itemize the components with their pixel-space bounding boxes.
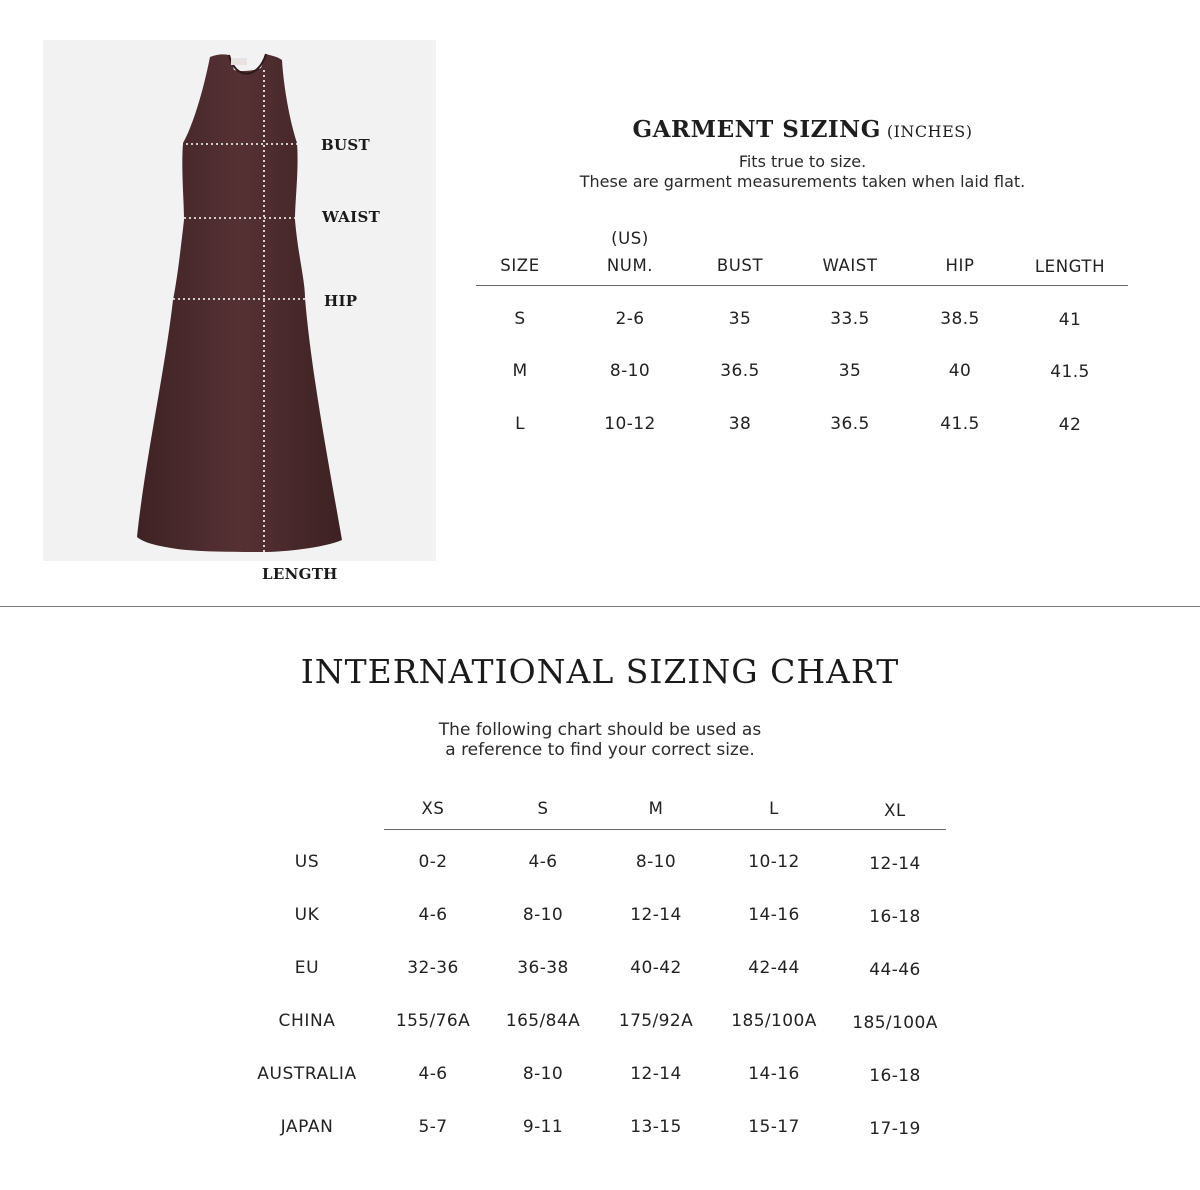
international-cell: 12-14 [869, 854, 921, 874]
header-size: SIZE [500, 256, 540, 275]
international-cell: 4-6 [418, 905, 448, 925]
garment-sizing-heading [480, 116, 1125, 143]
international-cell: 42-44 [748, 958, 800, 978]
garment-header-rule [476, 285, 1128, 286]
garment-cell-waist: 33.5 [830, 309, 870, 329]
garment-sizing-title: GARMENT SIZING [632, 116, 881, 143]
hip-label: HIP [324, 292, 358, 310]
bust-label: BUST [321, 136, 370, 154]
international-column-header: XL [884, 801, 906, 820]
international-cell: 12-14 [630, 905, 682, 925]
international-cell: 10-12 [748, 852, 800, 872]
garment-cell-hip: 40 [948, 361, 972, 381]
international-cell: 5-7 [418, 1117, 448, 1137]
garment-cell-size: S [514, 309, 526, 329]
garment-cell-waist: 36.5 [830, 414, 870, 434]
international-cell: 165/84A [505, 1011, 581, 1031]
length-label: LENGTH [262, 565, 338, 583]
garment-cell-length: 42 [1058, 415, 1082, 435]
garment-note-fit: Fits true to size. [738, 152, 867, 171]
dress-silhouette [137, 54, 342, 552]
international-cell: 40-42 [630, 958, 682, 978]
international-cell: 185/100A [852, 1013, 938, 1033]
international-cell: 8-10 [522, 905, 564, 925]
international-cell: 4-6 [418, 1064, 448, 1084]
garment-cell-size: M [512, 361, 528, 381]
international-row-label: EU [294, 958, 320, 978]
international-row-label: US [294, 852, 320, 872]
international-cell: 14-16 [748, 1064, 800, 1084]
international-cell: 175/92A [618, 1011, 694, 1031]
waist-label: WAIST [322, 208, 381, 226]
dress-image [43, 40, 436, 561]
international-cell: 16-18 [869, 907, 921, 927]
garment-tag [231, 58, 247, 65]
international-cell: 36-38 [517, 958, 569, 978]
international-cell: 0-2 [418, 852, 448, 872]
international-header-rule [384, 829, 946, 830]
international-cell: 185/100A [731, 1011, 817, 1031]
international-row-label: JAPAN [280, 1117, 334, 1137]
dress-illustration [43, 40, 436, 561]
garment-cell-bust: 36.5 [720, 361, 760, 381]
international-cell: 8-10 [635, 852, 677, 872]
international-cell: 14-16 [748, 905, 800, 925]
international-row-label: UK [294, 905, 320, 925]
international-note-line2: a reference to find your correct size. [445, 740, 755, 760]
garment-cell-bust: 38 [728, 414, 752, 434]
garment-cell-hip: 41.5 [940, 414, 980, 434]
international-column-header: M [648, 799, 664, 818]
international-cell: 44-46 [869, 960, 921, 980]
garment-cell-bust: 35 [728, 309, 752, 329]
header-bust: BUST [716, 256, 764, 275]
garment-cell-num: 2-6 [615, 309, 645, 329]
garment-note-measurements: These are garment measurements taken when laid flat. [579, 172, 1026, 191]
garment-cell-length: 41 [1058, 310, 1082, 330]
section-divider [0, 606, 1200, 607]
header-length: LENGTH [1034, 257, 1106, 276]
international-cell: 17-19 [869, 1119, 921, 1139]
international-cell: 4-6 [528, 852, 558, 872]
international-cell: 155/76A [395, 1011, 471, 1031]
garment-cell-hip: 38.5 [940, 309, 980, 329]
international-cell: 8-10 [522, 1064, 564, 1084]
international-cell: 15-17 [748, 1117, 800, 1137]
international-cell: 32-36 [407, 958, 459, 978]
garment-cell-length: 41.5 [1050, 362, 1090, 382]
garment-cell-num: 8-10 [609, 361, 651, 381]
international-column-header: L [769, 799, 779, 818]
international-column-header: S [537, 799, 549, 818]
international-cell: 12-14 [630, 1064, 682, 1084]
international-sizing-title: INTERNATIONAL SIZING CHART [300, 652, 900, 691]
international-cell: 9-11 [522, 1117, 564, 1137]
garment-cell-size: L [515, 414, 525, 434]
header-num-top: (US) [611, 229, 649, 248]
garment-cell-waist: 35 [838, 361, 862, 381]
international-cell: 13-15 [630, 1117, 682, 1137]
international-note-line1: The following chart should be used as [438, 720, 762, 740]
international-row-label: CHINA [278, 1011, 336, 1031]
international-column-header: XS [421, 799, 445, 818]
international-row-label: AUSTRALIA [257, 1064, 357, 1084]
garment-cell-num: 10-12 [604, 414, 656, 434]
international-cell: 16-18 [869, 1066, 921, 1086]
header-waist: WAIST [822, 256, 878, 275]
garment-sizing-unit: (INCHES) [886, 122, 973, 141]
header-hip: HIP [945, 256, 975, 275]
header-num-bottom: NUM. [606, 256, 654, 275]
